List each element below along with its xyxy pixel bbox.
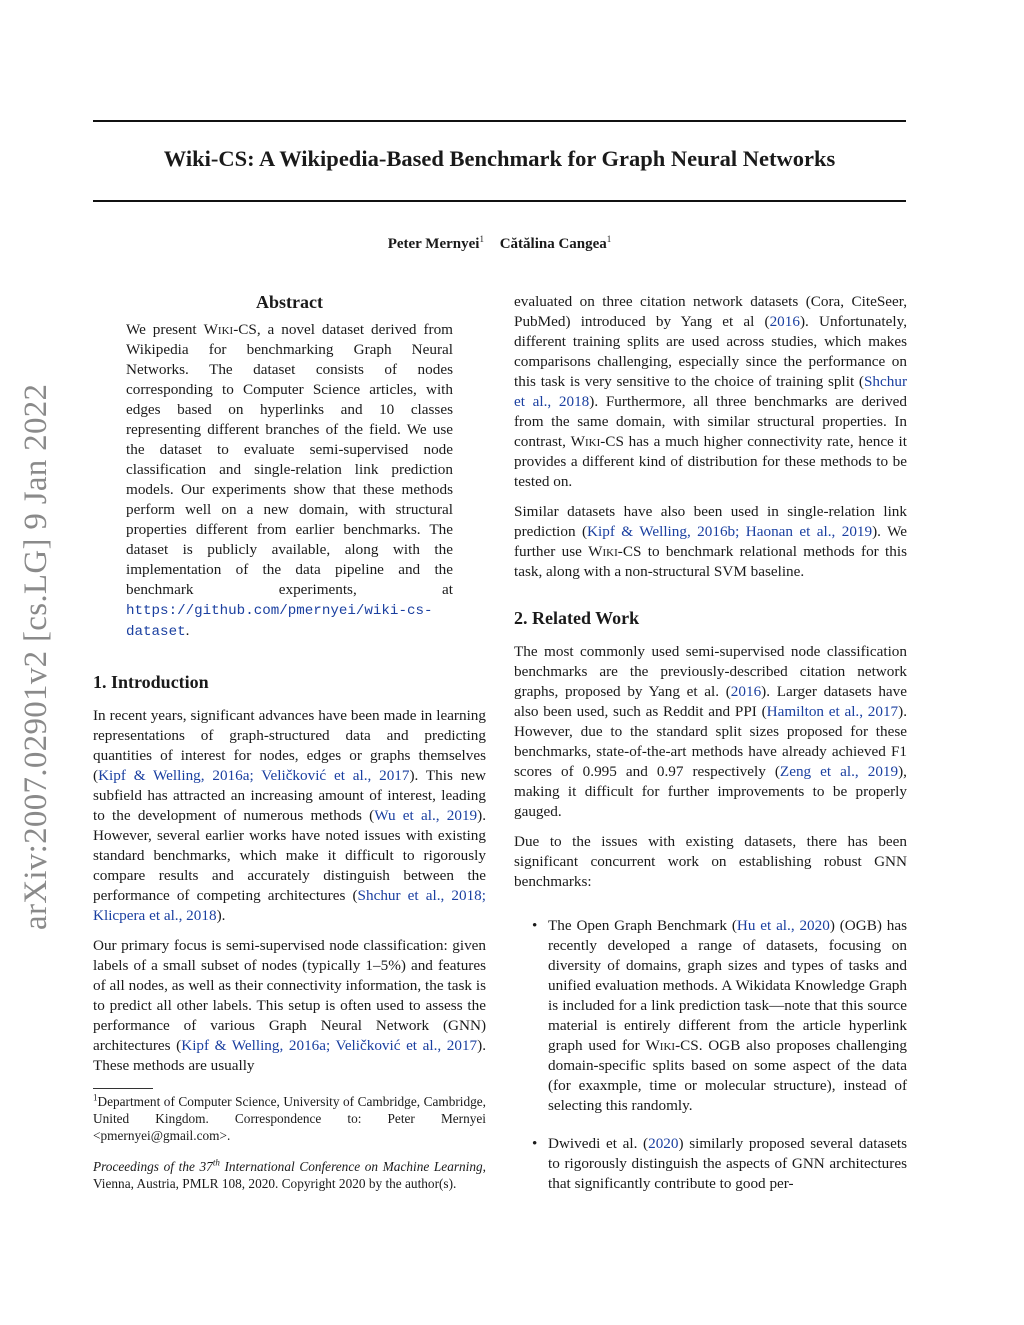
citation-link[interactable]: Shchur et al., 2018 <box>514 373 907 410</box>
intro-paragraph-3 <box>514 292 907 492</box>
body-text: ). Furthermore, all three benchmarks are derived from the same domain, with similar structural properties. In contrast, <box>514 393 907 450</box>
citation-link[interactable]: Kipf & Welling, 2016a; Veličković et al., 2017 <box>98 767 410 784</box>
proceedings-number: 37 <box>199 1159 213 1174</box>
affiliation-mark: 1 <box>479 234 484 244</box>
abstract-heading: Abstract <box>256 292 323 312</box>
author-list <box>93 236 906 253</box>
citation-link[interactable]: Kipf & Welling, 2016a; Veličković et al., 2017 <box>181 1037 478 1054</box>
footnote-rule <box>93 1088 153 1089</box>
title-top-rule <box>93 120 906 122</box>
abstract-text: . <box>185 622 190 639</box>
body-text: The most commonly used semi-supervised node classification benchmarks are the previously-described citation network graphs, proposed by Yang et al. ( <box>514 643 907 700</box>
wiki-smallcaps: Wiki <box>570 433 601 450</box>
body-text: ) (OGB) has recently developed a range of datasets, focusing on diversity of domains, graph sizes and types of tasks and unified evaluation methods. A Wikidata Knowledge Graph is included for a link prediction task—note that this source material is entirely different from the article hyperlink graph used for <box>548 917 908 1054</box>
body-text: -CS. OGB also proposes challenging domain-specific splits based on some aspect of the data (for exaxmple, time or molecular structure), instead of selecting this randomly. <box>548 1037 907 1114</box>
citation-link[interactable]: Shchur et al., 2018; Klicpera et al., 2018 <box>93 887 486 924</box>
paper-title: Wiki-CS: A Wikipedia-Based Benchmark for Graph Neural Networks <box>163 146 836 171</box>
related-paragraph-1 <box>514 642 907 822</box>
citation-link[interactable]: Wu et al., 2019 <box>374 807 478 824</box>
dataset-link[interactable]: https://github.com/pmernyei/wiki-cs-dataset <box>126 603 433 640</box>
right-column <box>514 292 907 1194</box>
citation-link[interactable]: Hu et al., 2020 <box>736 917 830 934</box>
section-heading-related-work: 2. Related Work <box>514 608 640 628</box>
citation-link[interactable]: Kipf & Welling, 2016b; Haonan et al., 2019 <box>587 523 873 540</box>
citation-link[interactable]: Zeng et al., 2019 <box>779 763 899 780</box>
body-text: Our primary focus is semi-supervised node classification: given labels of a small subset of nodes (typically 1–5%) and features of all nodes, as well as their connectivity information, the task is to predict all other labels. This setup is often used to assess the performance of various Graph Neural Network (GNN) architectures ( <box>93 937 486 1054</box>
author-name: Cătălina Cangea <box>499 236 607 252</box>
proceedings-text: International Conference on Machine Learning <box>219 1159 483 1174</box>
body-text: ). Larger datasets have also been used, such as Reddit and PPI ( <box>514 683 907 720</box>
footnote-text: Department of Computer Science, University of Cambridge, Cambridge, United Kingdom. Correspondence to: Peter Mernyei <pmernyei@gmail.com>. <box>93 1094 486 1143</box>
body-text: -CS to benchmark relational methods for this task, along with a non-structural SVM baseline. <box>514 543 907 580</box>
body-text: Dwivedi et al. ( <box>548 1135 649 1152</box>
proceedings-note <box>93 1158 486 1192</box>
body-text: ) similarly proposed several datasets to rigorously distinguish the aspects of GNN architectures that significantly contribute to good per- <box>548 1135 907 1192</box>
footnote-mark: 1 <box>93 1092 98 1103</box>
title-bottom-rule <box>93 200 906 202</box>
benchmark-list <box>514 916 907 1194</box>
proceedings-ordinal: th <box>212 1157 220 1168</box>
abstract-paragraph <box>126 320 453 642</box>
affiliation-mark: 1 <box>606 234 612 244</box>
wiki-smallcaps: Wiki <box>645 1037 676 1054</box>
arxiv-identifier: arXiv:2007.02901v2 [cs.LG] 9 Jan 2022 <box>18 383 54 930</box>
citation-link[interactable]: 2016 <box>730 683 762 700</box>
author-2 <box>500 236 612 252</box>
proceedings-text: , Vienna, Austria, PMLR 108, 2020. Copyright 2020 by the author(s). <box>93 1159 486 1191</box>
body-text: Similar datasets have also been used in single-relation link prediction ( <box>514 503 907 540</box>
wiki-smallcaps: Wiki <box>203 321 234 338</box>
body-text: ). <box>216 907 226 924</box>
citation-link[interactable]: 2020 <box>648 1135 679 1152</box>
author-name: Peter Mernyei <box>387 236 480 252</box>
abstract-text: -CS, a novel dataset derived from Wikipedia for benchmarking Graph Neural Networks. The dataset consists of nodes corresponding to Computer Science articles, with edges based on hyperlinks and 10 classes representing different branches of the field. We use the dataset to evaluate semi-supervised node classification and single-relation link prediction models. Our experiments show that these methods perform well on a new domain, with structural properties different from earlier benchmarks. The dataset is publicly available, along with the implementation of the data pipeline and the benchmark experiments, at <box>126 321 453 598</box>
proceedings-text: Proceedings of the <box>93 1159 200 1174</box>
intro-paragraph-2 <box>93 936 486 1076</box>
body-text: ). However, several earlier works have noted issues with existing standard benchmarks, which make it difficult to rigorously compare results and accurately distinguish between the performance of competing architectures ( <box>93 807 486 904</box>
body-text: ), making it difficult for further improvements to be properly gauged. <box>514 763 907 820</box>
body-text: In recent years, significant advances have been made in learning representations of graph-structured data and predicting quantities of interest for nodes, edges or graphs themselves ( <box>93 707 486 784</box>
bullet-icon: • <box>532 1135 538 1152</box>
body-text: evaluated on three citation network datasets (Cora, CiteSeer, PubMed) introduced by Yang et al ( <box>514 293 907 330</box>
affiliation-footnote <box>93 1093 486 1144</box>
body-text: The Open Graph Benchmark ( <box>548 917 737 934</box>
list-item <box>514 916 907 1116</box>
related-paragraph-2: Due to the issues with existing datasets, there has been significant concurrent work on establishing robust GNN benchmarks: <box>514 833 907 890</box>
left-column <box>93 292 486 1192</box>
section-heading-introduction: 1. Introduction <box>93 672 209 692</box>
body-text: ). However, due to the standard split sizes proposed for these benchmarks, state-of-the-art methods have already achieved F1 scores of 0.995 and 0.97 respectively ( <box>514 703 907 780</box>
wiki-smallcaps: Wiki <box>588 543 618 560</box>
abstract-body <box>126 320 453 642</box>
bullet-icon: • <box>532 917 538 934</box>
list-item <box>514 1134 907 1194</box>
abstract-text: We present <box>126 321 204 338</box>
body-text: ). This new subfield has attracted an increasing amount of interest, leading to the development of numerous methods ( <box>93 767 486 824</box>
body-text: ). Unfortunately, different training splits are used across studies, which makes comparisons challenging, especially since the performance on this task is very sensitive to the choice of training split ( <box>514 313 907 390</box>
body-text: ). We further use <box>514 523 907 560</box>
citation-link[interactable]: 2016 <box>769 313 800 330</box>
body-text: -CS has a much higher connectivity rate, hence it provides a different kind of distribution for these methods to be tested on. <box>514 433 907 490</box>
intro-paragraph-4 <box>514 502 907 582</box>
author-1 <box>388 236 484 252</box>
intro-paragraph-1 <box>93 706 486 926</box>
citation-link[interactable]: Hamilton et al., 2017 <box>766 703 899 720</box>
body-text: ). These methods are usually <box>93 1037 486 1074</box>
